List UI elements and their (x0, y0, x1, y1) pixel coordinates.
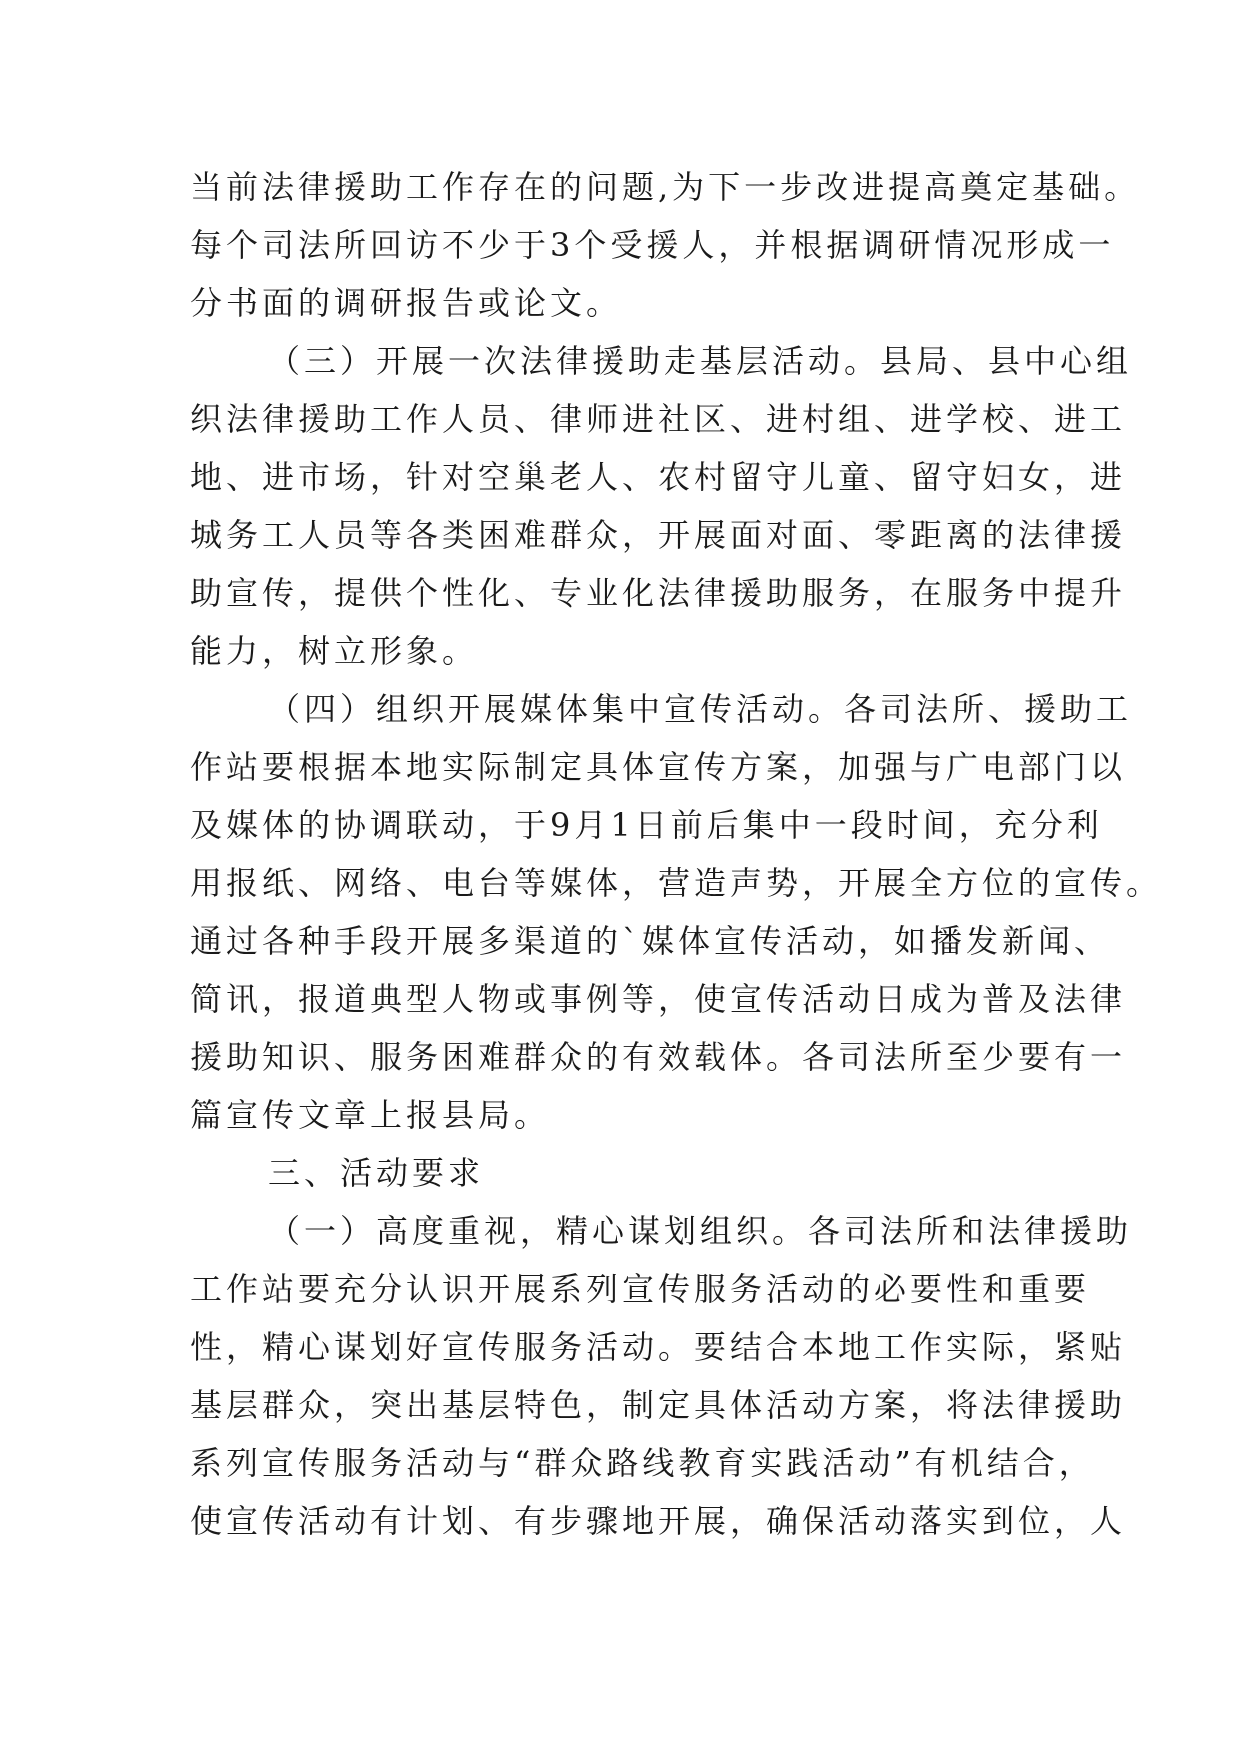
text-line: 城务工人员等各类困难群众，开展面对面、零距离的法律援 (190, 516, 1127, 554)
text-line: 能力，树立形象。 (190, 632, 479, 670)
paragraph-start-line: （四）组织开展媒体集中宣传活动。各司法所、援助工 (268, 690, 1133, 728)
text-line: 篇宣传文章上报县局。 (190, 1096, 551, 1134)
text-line: 用报纸、网络、电台等媒体，营造声势，开展全方位的宣传。 (190, 864, 1163, 902)
section-heading: 三、活动要求 (268, 1154, 485, 1192)
paragraph-start-line: （三）开展一次法律援助走基层活动。县局、县中心组 (268, 342, 1133, 380)
text-line: 助宣传，提供个性化、专业化法律援助服务，在服务中提升 (190, 574, 1127, 612)
text-line: 性，精心谋划好宣传服务活动。要结合本地工作实际，紧贴 (190, 1328, 1127, 1366)
text-line: 通过各种手段开展多渠道的`媒体宣传活动，如播发新闻、 (190, 922, 1111, 960)
text-line: 当前法律援助工作存在的问题,为下一步改进提高奠定基础。 (190, 168, 1141, 206)
text-line: 织法律援助工作人员、律师进社区、进村组、进学校、进工 (190, 400, 1127, 438)
text-line: 每个司法所回访不少于3个受援人，并根据调研情况形成一 (190, 226, 1115, 264)
text-line: 工作站要充分认识开展系列宣传服务活动的必要性和重要 (190, 1270, 1091, 1308)
text-line: 援助知识、服务困难群众的有效载体。各司法所至少要有一 (190, 1038, 1127, 1076)
text-line: 分书面的调研报告或论文。 (190, 284, 623, 322)
text-line: 作站要根据本地实际制定具体宣传方案，加强与广电部门以 (190, 748, 1127, 786)
text-line: 使宣传活动有计划、有步骤地开展，确保活动落实到位，人 (190, 1502, 1127, 1540)
paragraph-start-line: （一）高度重视，精心谋划组织。各司法所和法律援助 (268, 1212, 1133, 1250)
text-line: 基层群众，突出基层特色，制定具体活动方案，将法律援助 (190, 1386, 1127, 1424)
text-line: 系列宣传服务活动与“群众路线教育实践活动”有机结合， (190, 1444, 1095, 1482)
document-body (190, 158, 1163, 1550)
text-line: 简讯，报道典型人物或事例等，使宣传活动日成为普及法律 (190, 980, 1127, 1018)
text-line: 及媒体的协调联动，于9月1日前后集中一段时间，充分利 (190, 806, 1103, 844)
text-line: 地、进市场，针对空巢老人、农村留守儿童、留守妇女，进 (190, 458, 1127, 496)
